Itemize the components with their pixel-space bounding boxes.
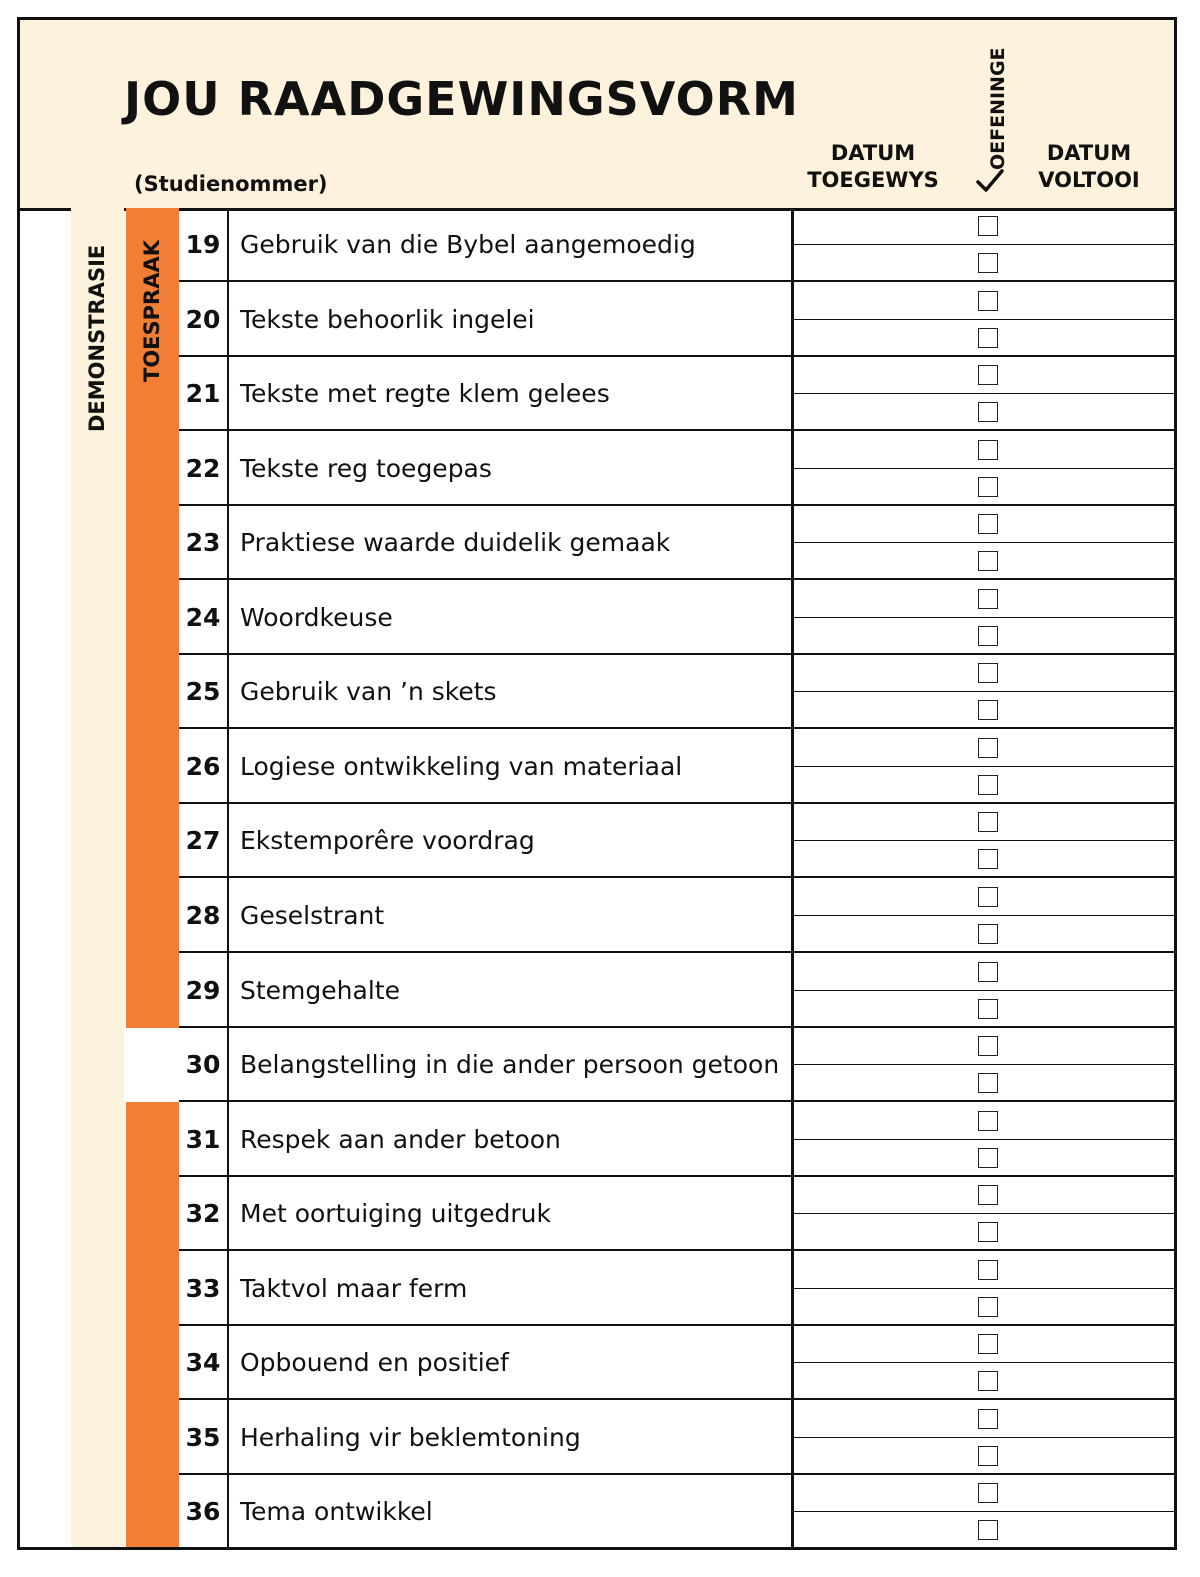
study-title: Opbouend en positief — [240, 1348, 509, 1378]
exercise-checkbox[interactable] — [978, 253, 998, 273]
exercise-checkbox[interactable] — [978, 1371, 998, 1391]
table-row — [20, 432, 1174, 506]
row-divider-mid — [792, 468, 1174, 469]
study-title: Woordkeuse — [240, 602, 393, 632]
row-divider-mid — [792, 840, 1174, 841]
study-title: Respek aan ander betoon — [240, 1124, 561, 1154]
study-title: Ekstemporêre voordrag — [240, 826, 535, 856]
exercise-checkbox[interactable] — [978, 738, 998, 758]
columns-divider — [791, 208, 794, 1550]
study-title: Tekste behoorlik ingelei — [240, 304, 535, 334]
study-number-label: (Studienommer) — [134, 172, 328, 196]
exercise-checkbox[interactable] — [978, 1483, 998, 1503]
exercise-checkbox[interactable] — [978, 1409, 998, 1429]
study-title: Logiese ontwikkeling van materiaal — [240, 751, 683, 781]
study-number: 19 — [185, 230, 221, 259]
exercise-checkbox[interactable] — [978, 1446, 998, 1466]
exercise-checkbox[interactable] — [978, 1073, 998, 1093]
exercise-checkbox[interactable] — [978, 291, 998, 311]
date-completed-header-line2: VOLTOOI — [1038, 168, 1140, 192]
table-row — [20, 954, 1174, 1028]
exercise-checkbox[interactable] — [978, 999, 998, 1019]
date-assigned-header — [798, 140, 948, 194]
study-title: Tekste met regte klem gelees — [240, 379, 610, 409]
exercise-checkbox[interactable] — [978, 700, 998, 720]
date-completed-header-line1: DATUM — [1046, 141, 1132, 165]
study-title: Tema ontwikkel — [240, 1497, 433, 1527]
study-title: Stemgehalte — [240, 975, 400, 1005]
row-divider-mid — [792, 990, 1174, 991]
table-row — [20, 1252, 1174, 1326]
table-row — [20, 1475, 1174, 1549]
row-divider-mid — [792, 1288, 1174, 1289]
row-divider-mid — [792, 1437, 1174, 1438]
exercise-checkbox[interactable] — [978, 514, 998, 534]
study-number: 27 — [185, 826, 221, 856]
study-title: Tekste reg toegepas — [240, 453, 492, 483]
table-row — [20, 879, 1174, 953]
study-number: 33 — [185, 1273, 221, 1303]
exercise-checkbox[interactable] — [978, 216, 998, 236]
row-divider-mid — [792, 1064, 1174, 1065]
exercise-checkbox[interactable] — [978, 663, 998, 683]
exercise-checkbox[interactable] — [978, 1222, 998, 1242]
exercise-checkbox[interactable] — [978, 440, 998, 460]
table-row — [20, 730, 1174, 804]
row-divider-mid — [792, 319, 1174, 320]
table-row — [20, 804, 1174, 878]
checkmark-icon — [975, 168, 1005, 194]
exercise-checkbox[interactable] — [978, 477, 998, 497]
study-number: 28 — [185, 900, 221, 930]
study-title: Herhaling vir beklemtoning — [240, 1422, 581, 1452]
table-row — [20, 506, 1174, 580]
speech-label: TOESPRAAK — [140, 240, 164, 382]
demonstration-label: DEMONSTRASIE — [85, 244, 109, 432]
exercise-checkbox[interactable] — [978, 1111, 998, 1131]
date-assigned-header-line1: DATUM — [830, 141, 916, 165]
study-number: 29 — [185, 975, 221, 1005]
exercise-checkbox[interactable] — [978, 328, 998, 348]
row-divider-mid — [792, 1213, 1174, 1214]
exercise-checkbox[interactable] — [978, 1148, 998, 1168]
row-divider-mid — [792, 617, 1174, 618]
study-number: 25 — [185, 677, 221, 707]
exercise-checkbox[interactable] — [978, 849, 998, 869]
exercise-checkbox[interactable] — [978, 1185, 998, 1205]
study-title: Taktvol maar ferm — [240, 1273, 468, 1303]
study-number: 24 — [185, 602, 221, 632]
row-divider-mid — [792, 1362, 1174, 1363]
table-row — [20, 1177, 1174, 1251]
date-assigned-header-line2: TOEGEWYS — [807, 168, 939, 192]
study-title: Belangstelling in die ander persoon getoon — [240, 1050, 780, 1080]
exercise-checkbox[interactable] — [978, 626, 998, 646]
row-divider-mid — [792, 1139, 1174, 1140]
row-divider-mid — [792, 542, 1174, 543]
row-divider-mid — [792, 1511, 1174, 1512]
exercise-checkbox[interactable] — [978, 402, 998, 422]
table-row — [20, 357, 1174, 431]
study-number: 32 — [185, 1199, 221, 1229]
exercise-checkbox[interactable] — [978, 812, 998, 832]
study-number: 30 — [185, 1050, 221, 1080]
form-title: JOU RAADGEWINGSVORM — [124, 72, 799, 126]
exercise-checkbox[interactable] — [978, 1036, 998, 1056]
table-row — [20, 1103, 1174, 1177]
table-row — [20, 655, 1174, 729]
study-number: 36 — [185, 1497, 221, 1527]
number-divider — [227, 208, 229, 1550]
study-title: Gebruik van die Bybel aangemoedig — [240, 230, 696, 259]
counsel-form — [17, 17, 1177, 1550]
table-row — [20, 283, 1174, 357]
study-number: 20 — [185, 304, 221, 334]
table-row — [20, 208, 1174, 282]
study-title: Praktiese waarde duidelik gemaak — [240, 528, 671, 558]
exercise-checkbox[interactable] — [978, 1334, 998, 1354]
row-divider-mid — [792, 915, 1174, 916]
study-title: Met oortuiging uitgedruk — [240, 1199, 551, 1229]
exercise-checkbox[interactable] — [978, 1260, 998, 1280]
exercise-checkbox[interactable] — [978, 589, 998, 609]
exercise-checkbox[interactable] — [978, 775, 998, 795]
study-number: 35 — [185, 1422, 221, 1452]
study-number: 31 — [185, 1124, 221, 1154]
study-title: Gebruik van ’n skets — [240, 677, 497, 707]
study-title: Geselstrant — [240, 900, 385, 930]
table-row — [20, 581, 1174, 655]
exercise-checkbox[interactable] — [978, 1520, 998, 1540]
table-row — [20, 1028, 1174, 1102]
table-row — [20, 1326, 1174, 1400]
study-number: 22 — [185, 453, 221, 483]
counsel-points-list — [20, 208, 1174, 1550]
row-divider-mid — [792, 393, 1174, 394]
study-number: 21 — [185, 379, 221, 409]
study-number: 23 — [185, 528, 221, 558]
exercise-checkbox[interactable] — [978, 962, 998, 982]
exercise-checkbox[interactable] — [978, 887, 998, 907]
exercise-checkbox[interactable] — [978, 1297, 998, 1317]
row-divider-mid — [792, 691, 1174, 692]
row-divider-mid — [792, 244, 1174, 245]
table-row — [20, 1401, 1174, 1475]
exercises-header: OEFENINGE — [987, 47, 1009, 170]
date-completed-header — [1014, 140, 1164, 194]
exercise-checkbox[interactable] — [978, 924, 998, 944]
study-number: 34 — [185, 1348, 221, 1378]
form-header — [20, 20, 1174, 211]
study-number: 26 — [185, 751, 221, 781]
exercise-checkbox[interactable] — [978, 365, 998, 385]
exercise-checkbox[interactable] — [978, 551, 998, 571]
row-divider-mid — [792, 766, 1174, 767]
